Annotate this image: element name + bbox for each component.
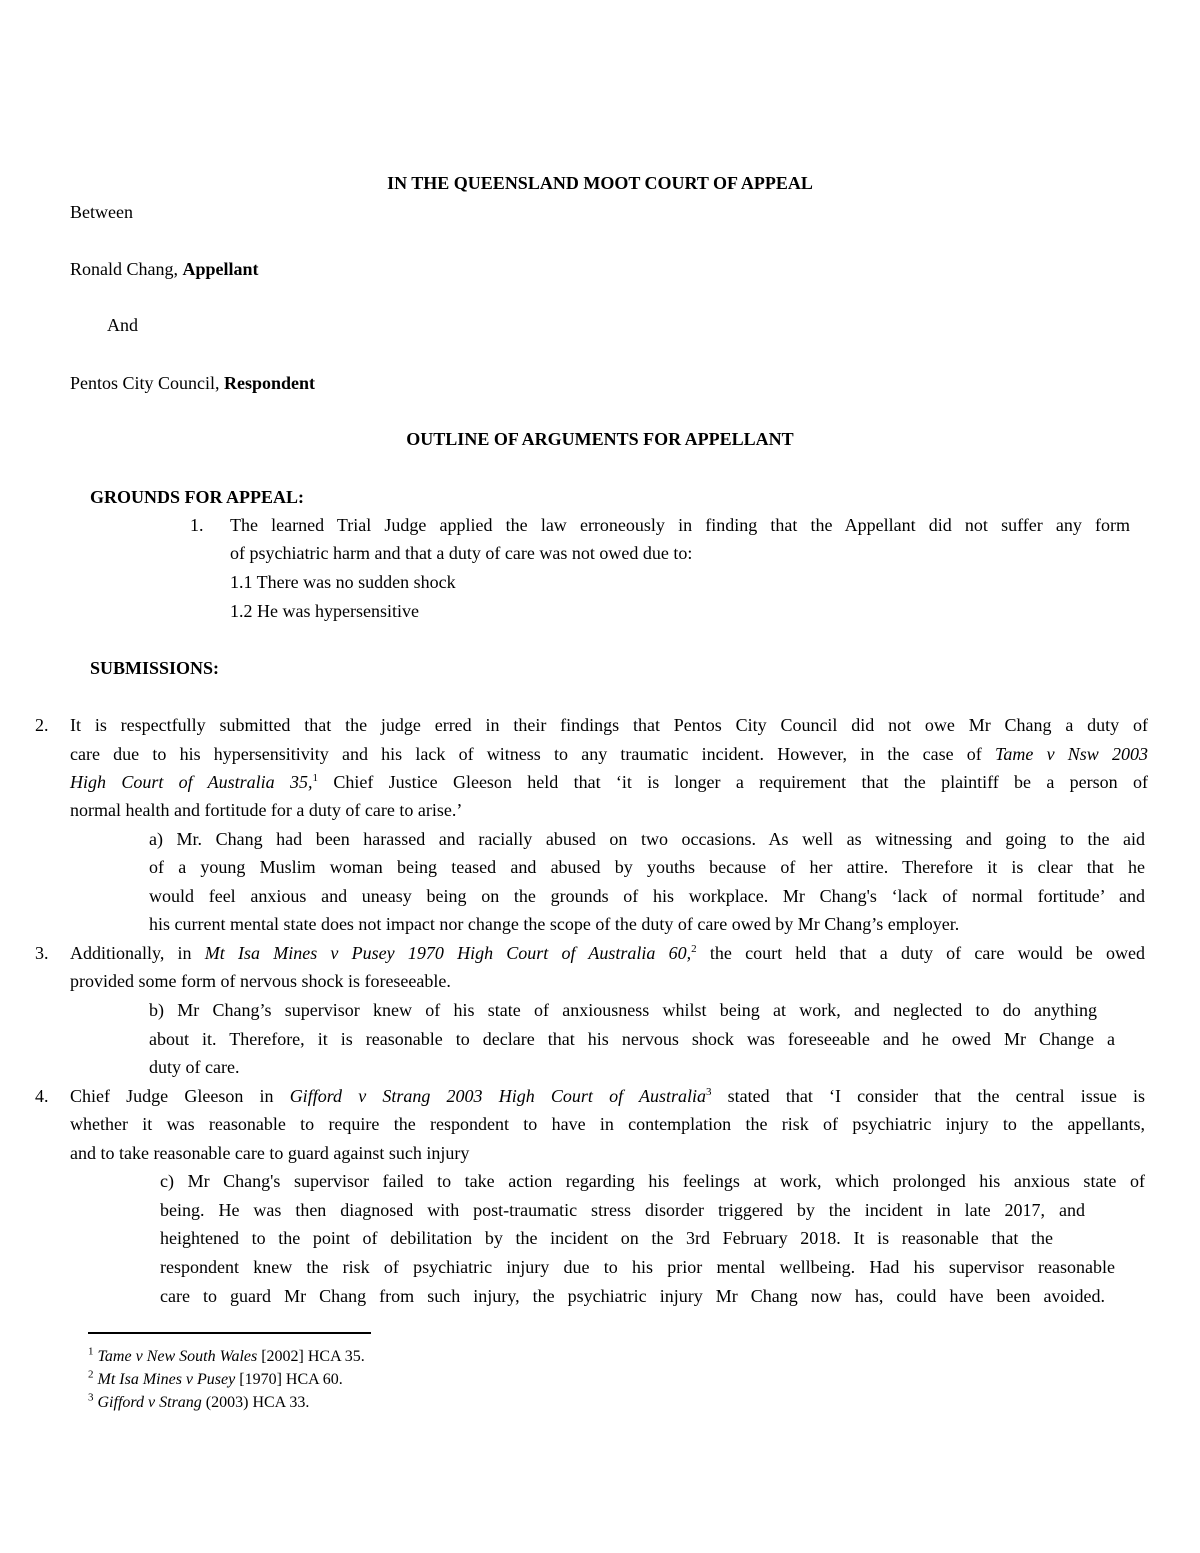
point-a-line — [149, 913, 959, 935]
footnote-marker: 1 — [312, 772, 318, 784]
grounds-heading — [90, 486, 304, 508]
submission-2-line — [70, 743, 1148, 765]
text-segment: whether it was reasonable to require the respondent to have in contemplation the risk of psychiatric injury to the appellants, — [70, 1114, 1145, 1134]
text-segment: Chief Justice Gleeson held that ‘it is longer a requirement that the plaintiff be a person of — [318, 772, 1148, 792]
footnote-marker: 3 — [88, 1391, 94, 1404]
case-citation: Gifford v Strang — [93, 1394, 202, 1411]
case-citation: High Court of Australia 35, — [70, 772, 313, 792]
text-segment: The learned Trial Judge applied the law erroneously in finding that the Appellant did not suffer any form — [230, 515, 1130, 535]
text-segment: stated that ‘I consider that the central issue is — [711, 1086, 1145, 1106]
appellant-party — [70, 258, 259, 280]
submission-3-line — [70, 970, 451, 992]
text-segment: c) Mr Chang's supervisor failed to take action regarding his feelings at work, which prolonged his anxious state of — [160, 1171, 1145, 1191]
text-segment: Additionally, in — [70, 943, 205, 963]
text-segment: GROUNDS FOR APPEAL: — [90, 487, 305, 507]
text-segment: and to take reasonable care to guard against such injury — [70, 1143, 470, 1163]
text-segment: [2002] HCA 35. — [257, 1348, 365, 1365]
text-segment: 2. — [35, 715, 49, 735]
submission-2-line — [70, 771, 1148, 793]
text-segment: It is respectfully submitted that the judge erred in their findings that Pentos City Council did not owe Mr Chang a duty of — [70, 715, 1148, 735]
case-citation: Tame v New South Wales — [93, 1348, 258, 1365]
case-citation: Mt Isa Mines v Pusey 1970 High Court of Australia 60, — [204, 943, 692, 963]
text-segment: SUBMISSIONS: — [90, 658, 220, 678]
footnote-separator — [88, 1332, 371, 1334]
submission-2-line — [70, 714, 1148, 736]
point-c-line — [160, 1199, 1085, 1221]
text-segment: 4. — [35, 1086, 49, 1106]
court-title — [0, 172, 1200, 194]
ground-1-1 — [230, 571, 456, 593]
text-segment: 1.1 There was no sudden shock — [230, 572, 456, 592]
submission-number-4 — [35, 1085, 49, 1107]
respondent-party — [70, 372, 315, 394]
text-segment: Between — [70, 202, 133, 222]
submission-4-line — [70, 1113, 1145, 1135]
text-segment: a) Mr. Chang had been harassed and racially abused on two occasions. As well as witnessing and going to the aid — [149, 829, 1145, 849]
submission-4-line — [70, 1142, 469, 1164]
text-segment: being. He was then diagnosed with post-traumatic stress disorder triggered by the incident in late 2017, and — [160, 1200, 1085, 1220]
text-segment: his current mental state does not impact nor change the scope of the duty of care owed by Mr Chang’s employer. — [149, 914, 960, 934]
footnote-1 — [88, 1346, 365, 1368]
ground-1-line — [230, 542, 692, 564]
text-segment: of a young Muslim woman being teased and abused by youths because of her attire. Therefore it is clear that he — [149, 857, 1145, 877]
point-c-line — [160, 1256, 1115, 1278]
text-segment: care due to his hypersensitivity and his lack of witness to any traumatic incident. However, in the case of — [70, 744, 996, 764]
submission-3-line — [70, 942, 1145, 964]
point-a-line — [149, 885, 1145, 907]
point-b-line — [149, 1056, 239, 1078]
text-segment: And — [107, 315, 138, 335]
point-a-line — [149, 828, 1145, 850]
text-segment: of psychiatric harm and that a duty of care was not owed due to: — [230, 543, 693, 563]
text-segment: Ronald Chang, — [70, 259, 183, 279]
text-segment: Pentos City Council, — [70, 373, 225, 393]
case-citation: Mt Isa Mines v Pusey — [93, 1371, 236, 1388]
case-citation: Tame v Nsw 2003 — [995, 744, 1148, 764]
footnote-marker: 1 — [88, 1345, 94, 1358]
submissions-heading — [90, 657, 219, 679]
text-segment: OUTLINE OF ARGUMENTS FOR APPELLANT — [406, 429, 794, 449]
footnote-marker: 2 — [88, 1368, 94, 1381]
text-segment: duty of care. — [149, 1057, 240, 1077]
ground-1-2 — [230, 600, 419, 622]
point-c-line — [160, 1285, 1105, 1307]
text-segment: provided some form of nervous shock is foreseeable. — [70, 971, 451, 991]
outline-heading — [0, 428, 1200, 450]
submission-2-line — [70, 799, 462, 821]
text-segment: 1. — [190, 515, 204, 535]
submission-4-line — [70, 1085, 1145, 1107]
text-segment: Respondent — [224, 373, 316, 393]
text-segment: about it. Therefore, it is reasonable to declare that his nervous shock was foreseeable and he owed Mr Change a — [149, 1029, 1115, 1049]
footnote-marker: 3 — [705, 1086, 712, 1098]
text-segment: the court held that a duty of care would be owed — [696, 943, 1145, 963]
footnote-3 — [88, 1392, 309, 1414]
text-segment: heightened to the point of debilitation by the incident on the 3rd February 2018. It is reasonable that the — [160, 1228, 1053, 1248]
point-c-line — [160, 1170, 1145, 1192]
footnote-2 — [88, 1369, 343, 1391]
ground-number-1 — [190, 514, 204, 536]
between-label — [70, 201, 133, 223]
text-segment: 1.2 He was hypersensitive — [230, 601, 419, 621]
text-segment: Chief Judge Gleeson in — [70, 1086, 290, 1106]
text-segment: (2003) HCA 33. — [201, 1394, 310, 1411]
case-citation: Gifford v Strang 2003 High Court of Australia — [289, 1086, 706, 1106]
footnote-marker: 2 — [691, 943, 697, 955]
text-segment: care to guard Mr Chang from such injury, the psychiatric injury Mr Chang now has, could have been avoided. — [160, 1286, 1105, 1306]
text-segment: respondent knew the risk of psychiatric injury due to his prior mental wellbeing. Had his supervisor reasonable — [160, 1257, 1115, 1277]
text-segment: b) Mr Chang’s supervisor knew of his state of anxiousness whilst being at work, and neglected to do anything — [149, 1000, 1097, 1020]
and-label — [107, 314, 138, 336]
text-segment: [1970] HCA 60. — [235, 1371, 343, 1388]
submission-number-3 — [35, 942, 49, 964]
text-segment: Appellant — [182, 259, 259, 279]
submission-number-2 — [35, 714, 49, 736]
point-c-line — [160, 1227, 1053, 1249]
text-segment: IN THE QUEENSLAND MOOT COURT OF APPEAL — [387, 173, 813, 193]
point-b-line — [149, 999, 1097, 1021]
text-segment: 3. — [35, 943, 49, 963]
ground-1-line — [230, 514, 1130, 536]
point-a-line — [149, 856, 1145, 878]
text-segment: normal health and fortitude for a duty of care to arise.’ — [70, 800, 463, 820]
text-segment: would feel anxious and uneasy being on the grounds of his workplace. Mr Chang's ‘lack of normal fortitude’ and — [149, 886, 1145, 906]
point-b-line — [149, 1028, 1115, 1050]
